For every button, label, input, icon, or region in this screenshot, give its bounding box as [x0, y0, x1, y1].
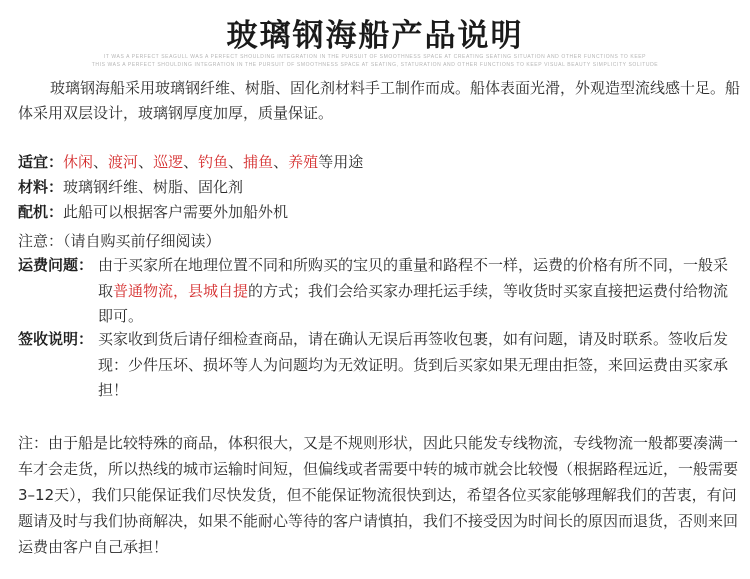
page-title: 玻璃钢海船产品说明 — [226, 18, 524, 54]
notice-label: 注意： — [18, 232, 64, 250]
engine-label: 配机： — [18, 203, 64, 221]
separator: 、 — [93, 153, 109, 171]
notice-row — [18, 229, 221, 254]
shipping-highlight: 普通物流，县城自提 — [113, 281, 249, 300]
suitable-item: 钓鱼 — [198, 153, 229, 171]
decorative-tagline: IT WAS A PERFECT SEAGULL WAS A PERFECT SHOULDING INTEGRATION IN THE PURSUIT OF SMOOTHNESS SPACE AT CREATING SEATING SITUATION AND OTHER FUNCTIONS TO KEEP — [103, 54, 647, 60]
suitable-row — [18, 150, 363, 175]
material-row — [18, 175, 243, 200]
engine-row — [18, 200, 288, 225]
suitable-item: 渡河 — [108, 153, 139, 171]
receipt-section — [18, 327, 738, 404]
shipping-text: 由于买家所在地理位置不同和所购买的宝贝的重量和路程不一样，运费的价格有所不同，一般采取 — [98, 256, 729, 300]
suitable-item: 养殖 — [288, 153, 319, 171]
decorative-tagline: THIS WAS A PERFECT SHOULDING INTEGRATION IN THE PURSUIT OF SMOOTHNESS SPACE AT SEATING, STATURATION AND OTHER FUNCTIONS TO KEEP VISUAL BEAUTY SIMPLICITY SOLITUDE — [91, 62, 659, 68]
receipt-label: 签收说明： — [18, 330, 94, 348]
shipping-footnote: 注：由于船是比较特殊的商品，体积很大，又是不规则形状，因此只能发专线物流，专线物流一般都要凑满一车才会走货，所以热线的城市运输时间短，但偏线或者需要中转的城市就会比较慢（根据路程远近，一般需要3–12天），我们只能保证我们尽快发货，但不能保证物流很快到达，希望各位买家能够理解我们的苦衷，有问题请及时与我们协商解决，如果不能耐心等待的客户请慎拍，我们不接受因为时间长的原因而退货，否则来回运费由客户自己承担！ — [18, 434, 739, 556]
material-text: 玻璃钢纤维、树脂、固化剂 — [63, 178, 244, 196]
suitable-item: 休闲 — [63, 153, 94, 171]
separator: 、 — [138, 153, 154, 171]
material-label: 材料： — [18, 178, 64, 196]
separator: 、 — [273, 153, 289, 171]
suitable-item: 巡逻 — [153, 153, 184, 171]
suitable-item: 捕鱼 — [243, 153, 274, 171]
suitable-label: 适宜： — [18, 153, 64, 171]
shipping-label: 运费问题： — [18, 256, 94, 274]
suitable-suffix: 等用途 — [318, 153, 364, 171]
shipping-body — [98, 253, 738, 330]
notice-text: （请自购买前仔细阅读） — [63, 232, 221, 250]
shipping-text: 的方式；我们会给买家办理托运手续，等收货时买家直接把运费付给物流即可。 — [98, 281, 729, 325]
separator: 、 — [228, 153, 244, 171]
separator: 、 — [183, 153, 199, 171]
engine-text: 此船可以根据客户需要外加船外机 — [63, 203, 289, 221]
receipt-body: 买家收到货后请仔细检查商品，请在确认无误后再签收包裹，如有问题，请及时联系。签收后发现：少件压坏、损坏等人为问题均为无效证明。货到后买家如果无理由拒签，来回运费由买家承担！ — [98, 330, 729, 399]
product-intro: 玻璃钢海船采用玻璃钢纤维、树脂、固化剂材料手工制作而成。船体表面光滑，外观造型流线感十足。船体采用双层设计，玻璃钢厚度加厚，质量保证。 — [18, 79, 741, 122]
shipping-section — [18, 253, 738, 330]
